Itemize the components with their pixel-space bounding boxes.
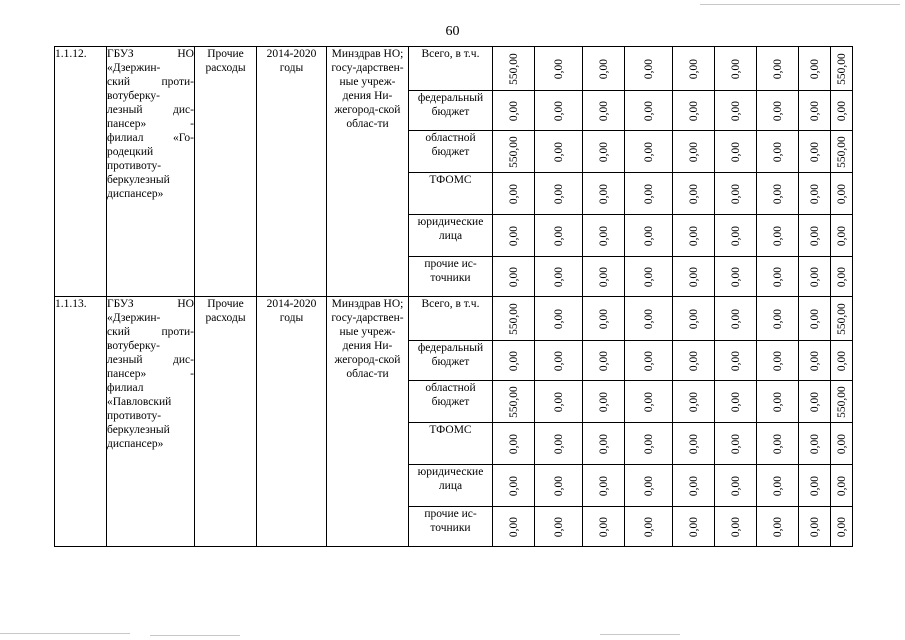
funding-source: областной бюджет: [409, 131, 493, 173]
amount-cell: [625, 507, 673, 547]
amount-value: 0,00: [552, 100, 565, 121]
amount-cell: [715, 423, 757, 465]
institution-name-line: ГБУЗ НО: [107, 298, 194, 310]
amount-cell: [673, 381, 715, 423]
amount-cell: [625, 131, 673, 173]
amount-cell: [799, 423, 831, 465]
amount-value: 550,00: [835, 385, 848, 418]
amount-cell: [673, 341, 715, 381]
amount-value: 0,00: [687, 225, 700, 246]
amount-cell: [535, 173, 583, 215]
amount-value: 0,00: [507, 475, 520, 496]
amount-cell: [625, 465, 673, 507]
amount-cell: [757, 297, 799, 341]
amount-value: 0,00: [771, 100, 784, 121]
amount-cell: [673, 91, 715, 131]
amount-cell: [673, 507, 715, 547]
budget-table: [54, 46, 853, 547]
scan-artifact: [0, 633, 130, 634]
institution-name-line: лезный дис-: [107, 104, 194, 116]
amount-cell: [673, 297, 715, 341]
amount-cell: [831, 423, 853, 465]
amount-value: 0,00: [771, 391, 784, 412]
amount-cell: [757, 47, 799, 91]
amount-cell: [535, 341, 583, 381]
amount-value: 550,00: [507, 302, 520, 335]
amount-value: 0,00: [687, 141, 700, 162]
amount-value: 0,00: [771, 266, 784, 287]
amount-value: 0,00: [642, 225, 655, 246]
funding-source: прочие ис-точники: [409, 257, 493, 297]
amount-cell: [757, 173, 799, 215]
amount-value: 0,00: [687, 58, 700, 79]
amount-cell: [715, 257, 757, 297]
source-row: [55, 47, 853, 91]
amount-value: 0,00: [835, 475, 848, 496]
institution-name-line: пансер» -: [107, 368, 194, 380]
amount-value: 0,00: [808, 475, 821, 496]
amount-value: 0,00: [552, 183, 565, 204]
amount-value: 0,00: [687, 516, 700, 537]
scan-artifact: [700, 4, 900, 5]
amount-value: 0,00: [642, 308, 655, 329]
amount-value: 0,00: [771, 516, 784, 537]
institution-name-line: диспансер»: [107, 188, 164, 200]
amount-value: 0,00: [597, 475, 610, 496]
amount-value: 0,00: [729, 100, 742, 121]
amount-value: 0,00: [729, 308, 742, 329]
amount-value: 0,00: [552, 308, 565, 329]
amount-cell: [715, 173, 757, 215]
amount-value: 0,00: [729, 391, 742, 412]
amount-value: 550,00: [507, 52, 520, 85]
amount-cell: [625, 173, 673, 215]
amount-value: 0,00: [597, 266, 610, 287]
amount-cell: [715, 341, 757, 381]
funding-source: юридические лица: [409, 465, 493, 507]
amount-value: 0,00: [642, 100, 655, 121]
amount-cell: [799, 215, 831, 257]
amount-cell: [831, 297, 853, 341]
amount-value: 0,00: [808, 58, 821, 79]
institution-name: [107, 297, 195, 547]
amount-cell: [757, 91, 799, 131]
amount-cell: [799, 257, 831, 297]
amount-cell: [493, 91, 535, 131]
amount-value: 0,00: [835, 516, 848, 537]
amount-value: 0,00: [771, 433, 784, 454]
amount-cell: [673, 131, 715, 173]
source-row: [55, 297, 853, 341]
amount-value: 0,00: [642, 141, 655, 162]
amount-cell: [831, 341, 853, 381]
institution-name-line: беркулезный: [107, 424, 170, 436]
institution-name: [107, 47, 195, 297]
amount-cell: [715, 131, 757, 173]
amount-cell: [625, 257, 673, 297]
amount-cell: [831, 47, 853, 91]
amount-value: 0,00: [687, 350, 700, 371]
amount-cell: [831, 507, 853, 547]
amount-value: 0,00: [808, 141, 821, 162]
amount-value: 0,00: [808, 433, 821, 454]
funding-source: ТФОМС: [409, 173, 493, 215]
amount-cell: [625, 215, 673, 257]
amount-cell: [625, 47, 673, 91]
amount-cell: [799, 47, 831, 91]
amount-value: 0,00: [597, 391, 610, 412]
institution-name-line: ский проти-: [107, 326, 194, 338]
amount-value: 0,00: [687, 183, 700, 204]
amount-cell: [583, 215, 625, 257]
institution-name-line: вотуберку-: [107, 90, 160, 102]
amount-cell: [493, 297, 535, 341]
amount-value: 0,00: [771, 183, 784, 204]
institution-name-line: противоту-: [107, 410, 162, 422]
amount-value: 0,00: [552, 225, 565, 246]
period: 2014-2020 годы: [257, 47, 327, 297]
amount-cell: [799, 173, 831, 215]
amount-cell: [673, 423, 715, 465]
institution-name-line: вотуберку-: [107, 340, 160, 352]
amount-value: 0,00: [729, 141, 742, 162]
amount-cell: [625, 341, 673, 381]
amount-cell: [757, 131, 799, 173]
amount-cell: [583, 465, 625, 507]
amount-cell: [799, 131, 831, 173]
amount-cell: [493, 215, 535, 257]
amount-value: 0,00: [687, 475, 700, 496]
amount-value: 0,00: [507, 225, 520, 246]
amount-cell: [831, 91, 853, 131]
amount-value: 0,00: [642, 350, 655, 371]
institution-name-line: ский проти-: [107, 76, 194, 88]
amount-value: 0,00: [507, 350, 520, 371]
funding-source: федеральный бюджет: [409, 341, 493, 381]
period: 2014-2020 годы: [257, 297, 327, 547]
amount-cell: [583, 91, 625, 131]
institution-name-line: родецкий: [107, 146, 154, 158]
amount-cell: [799, 91, 831, 131]
amount-cell: [831, 257, 853, 297]
page-number: 60: [445, 24, 460, 39]
amount-cell: [757, 465, 799, 507]
amount-value: 0,00: [808, 516, 821, 537]
amount-cell: [583, 381, 625, 423]
scan-artifact: [600, 634, 680, 635]
amount-value: 0,00: [597, 58, 610, 79]
amount-value: 0,00: [597, 308, 610, 329]
amount-cell: [757, 423, 799, 465]
amount-cell: [583, 507, 625, 547]
amount-cell: [493, 341, 535, 381]
funding-source: юридические лица: [409, 215, 493, 257]
amount-cell: [535, 257, 583, 297]
amount-cell: [673, 215, 715, 257]
amount-cell: [673, 257, 715, 297]
amount-value: 0,00: [835, 350, 848, 371]
amount-cell: [757, 341, 799, 381]
executor: Минздрав НО; госу-дарствен-ные учреж-дения Ни-жегород-ской облас-ти: [327, 297, 409, 547]
amount-cell: [493, 173, 535, 215]
amount-value: 0,00: [552, 350, 565, 371]
amount-value: 0,00: [597, 433, 610, 454]
funding-source: прочие ис-точники: [409, 507, 493, 547]
institution-name-line: филиал «Го-: [107, 132, 194, 144]
expense-type: Прочие расходы: [195, 47, 257, 297]
amount-value: 0,00: [597, 350, 610, 371]
institution-name-line: лезный дис-: [107, 354, 194, 366]
amount-value: 0,00: [771, 350, 784, 371]
amount-cell: [715, 507, 757, 547]
amount-value: 0,00: [729, 266, 742, 287]
amount-value: 0,00: [642, 391, 655, 412]
amount-value: 0,00: [687, 391, 700, 412]
amount-cell: [757, 215, 799, 257]
amount-value: 550,00: [507, 385, 520, 418]
amount-value: 0,00: [597, 516, 610, 537]
amount-value: 0,00: [729, 475, 742, 496]
amount-value: 550,00: [835, 302, 848, 335]
amount-value: 0,00: [808, 183, 821, 204]
amount-value: 0,00: [642, 475, 655, 496]
amount-cell: [493, 507, 535, 547]
amount-cell: [715, 465, 757, 507]
amount-value: 0,00: [507, 183, 520, 204]
amount-value: 0,00: [597, 100, 610, 121]
amount-cell: [831, 173, 853, 215]
amount-cell: [625, 423, 673, 465]
amount-cell: [535, 131, 583, 173]
amount-value: 0,00: [507, 100, 520, 121]
amount-value: 0,00: [771, 225, 784, 246]
amount-cell: [799, 465, 831, 507]
amount-value: 550,00: [835, 52, 848, 85]
amount-value: 0,00: [552, 58, 565, 79]
amount-cell: [831, 131, 853, 173]
amount-value: 0,00: [729, 433, 742, 454]
amount-cell: [535, 91, 583, 131]
amount-value: 0,00: [808, 266, 821, 287]
funding-source: ТФОМС: [409, 423, 493, 465]
amount-value: 0,00: [729, 516, 742, 537]
amount-value: 0,00: [642, 266, 655, 287]
amount-cell: [583, 47, 625, 91]
amount-cell: [715, 297, 757, 341]
amount-cell: [625, 381, 673, 423]
amount-value: 0,00: [552, 433, 565, 454]
amount-value: 0,00: [835, 183, 848, 204]
amount-cell: [583, 131, 625, 173]
amount-value: 0,00: [835, 225, 848, 246]
amount-value: 0,00: [507, 266, 520, 287]
amount-value: 0,00: [642, 516, 655, 537]
amount-cell: [799, 341, 831, 381]
institution-name-line: противоту-: [107, 160, 162, 172]
amount-cell: [715, 381, 757, 423]
item-number: 1.1.13.: [55, 297, 107, 547]
amount-value: 0,00: [729, 225, 742, 246]
amount-value: 550,00: [835, 135, 848, 168]
amount-value: 0,00: [771, 308, 784, 329]
amount-cell: [799, 507, 831, 547]
amount-value: 0,00: [771, 58, 784, 79]
amount-cell: [625, 91, 673, 131]
institution-name-line: «Дзержин-: [107, 312, 161, 324]
amount-cell: [583, 257, 625, 297]
amount-value: 0,00: [552, 266, 565, 287]
amount-cell: [535, 465, 583, 507]
amount-cell: [535, 47, 583, 91]
amount-cell: [757, 507, 799, 547]
amount-value: 0,00: [808, 225, 821, 246]
amount-cell: [583, 341, 625, 381]
amount-cell: [493, 423, 535, 465]
amount-cell: [831, 381, 853, 423]
amount-cell: [673, 465, 715, 507]
amount-cell: [715, 215, 757, 257]
amount-cell: [673, 47, 715, 91]
amount-cell: [799, 381, 831, 423]
amount-cell: [535, 423, 583, 465]
amount-value: 0,00: [808, 350, 821, 371]
funding-source: Всего, в т.ч.: [409, 297, 493, 341]
amount-cell: [583, 423, 625, 465]
funding-source: Всего, в т.ч.: [409, 47, 493, 91]
amount-cell: [535, 215, 583, 257]
amount-cell: [799, 297, 831, 341]
amount-cell: [493, 257, 535, 297]
amount-value: 0,00: [552, 391, 565, 412]
amount-value: 0,00: [687, 308, 700, 329]
amount-value: 0,00: [507, 433, 520, 454]
institution-name-line: «Павловский: [107, 396, 172, 408]
amount-value: 0,00: [729, 350, 742, 371]
amount-value: 0,00: [808, 100, 821, 121]
amount-cell: [535, 381, 583, 423]
amount-value: 0,00: [642, 58, 655, 79]
amount-cell: [625, 297, 673, 341]
amount-value: 0,00: [835, 433, 848, 454]
amount-value: 0,00: [835, 266, 848, 287]
amount-value: 0,00: [771, 141, 784, 162]
institution-name-line: филиал: [107, 382, 144, 394]
amount-cell: [583, 173, 625, 215]
amount-value: 0,00: [687, 266, 700, 287]
institution-name-line: беркулезный: [107, 174, 170, 186]
amount-value: 0,00: [597, 141, 610, 162]
institution-name-line: ГБУЗ НО: [107, 48, 194, 60]
amount-cell: [493, 131, 535, 173]
amount-value: 0,00: [552, 141, 565, 162]
amount-value: 0,00: [552, 475, 565, 496]
amount-value: 0,00: [771, 475, 784, 496]
expense-type: Прочие расходы: [195, 297, 257, 547]
amount-value: 0,00: [642, 433, 655, 454]
institution-name-line: пансер» -: [107, 118, 194, 130]
institution-name-line: диспансер»: [107, 438, 164, 450]
amount-cell: [831, 215, 853, 257]
amount-cell: [493, 465, 535, 507]
amount-value: 0,00: [507, 516, 520, 537]
amount-value: 0,00: [687, 100, 700, 121]
amount-value: 0,00: [729, 58, 742, 79]
amount-value: 0,00: [808, 391, 821, 412]
amount-cell: [715, 47, 757, 91]
amount-cell: [757, 257, 799, 297]
amount-cell: [493, 47, 535, 91]
amount-cell: [715, 91, 757, 131]
amount-value: 0,00: [729, 183, 742, 204]
amount-value: 0,00: [552, 516, 565, 537]
amount-value: 0,00: [808, 308, 821, 329]
institution-name-line: «Дзержин-: [107, 62, 161, 74]
amount-cell: [535, 297, 583, 341]
amount-cell: [757, 381, 799, 423]
amount-cell: [831, 465, 853, 507]
amount-value: 0,00: [835, 100, 848, 121]
funding-source: федеральный бюджет: [409, 91, 493, 131]
amount-cell: [673, 173, 715, 215]
funding-source: областной бюджет: [409, 381, 493, 423]
executor: Минздрав НО; госу-дарствен-ные учреж-дения Ни-жегород-ской облас-ти: [327, 47, 409, 297]
item-number: 1.1.12.: [55, 47, 107, 297]
amount-value: 0,00: [642, 183, 655, 204]
amount-value: 0,00: [597, 225, 610, 246]
scan-artifact: [150, 635, 240, 636]
amount-cell: [493, 381, 535, 423]
amount-cell: [535, 507, 583, 547]
amount-value: 0,00: [687, 433, 700, 454]
amount-value: 0,00: [597, 183, 610, 204]
amount-value: 550,00: [507, 135, 520, 168]
amount-cell: [583, 297, 625, 341]
